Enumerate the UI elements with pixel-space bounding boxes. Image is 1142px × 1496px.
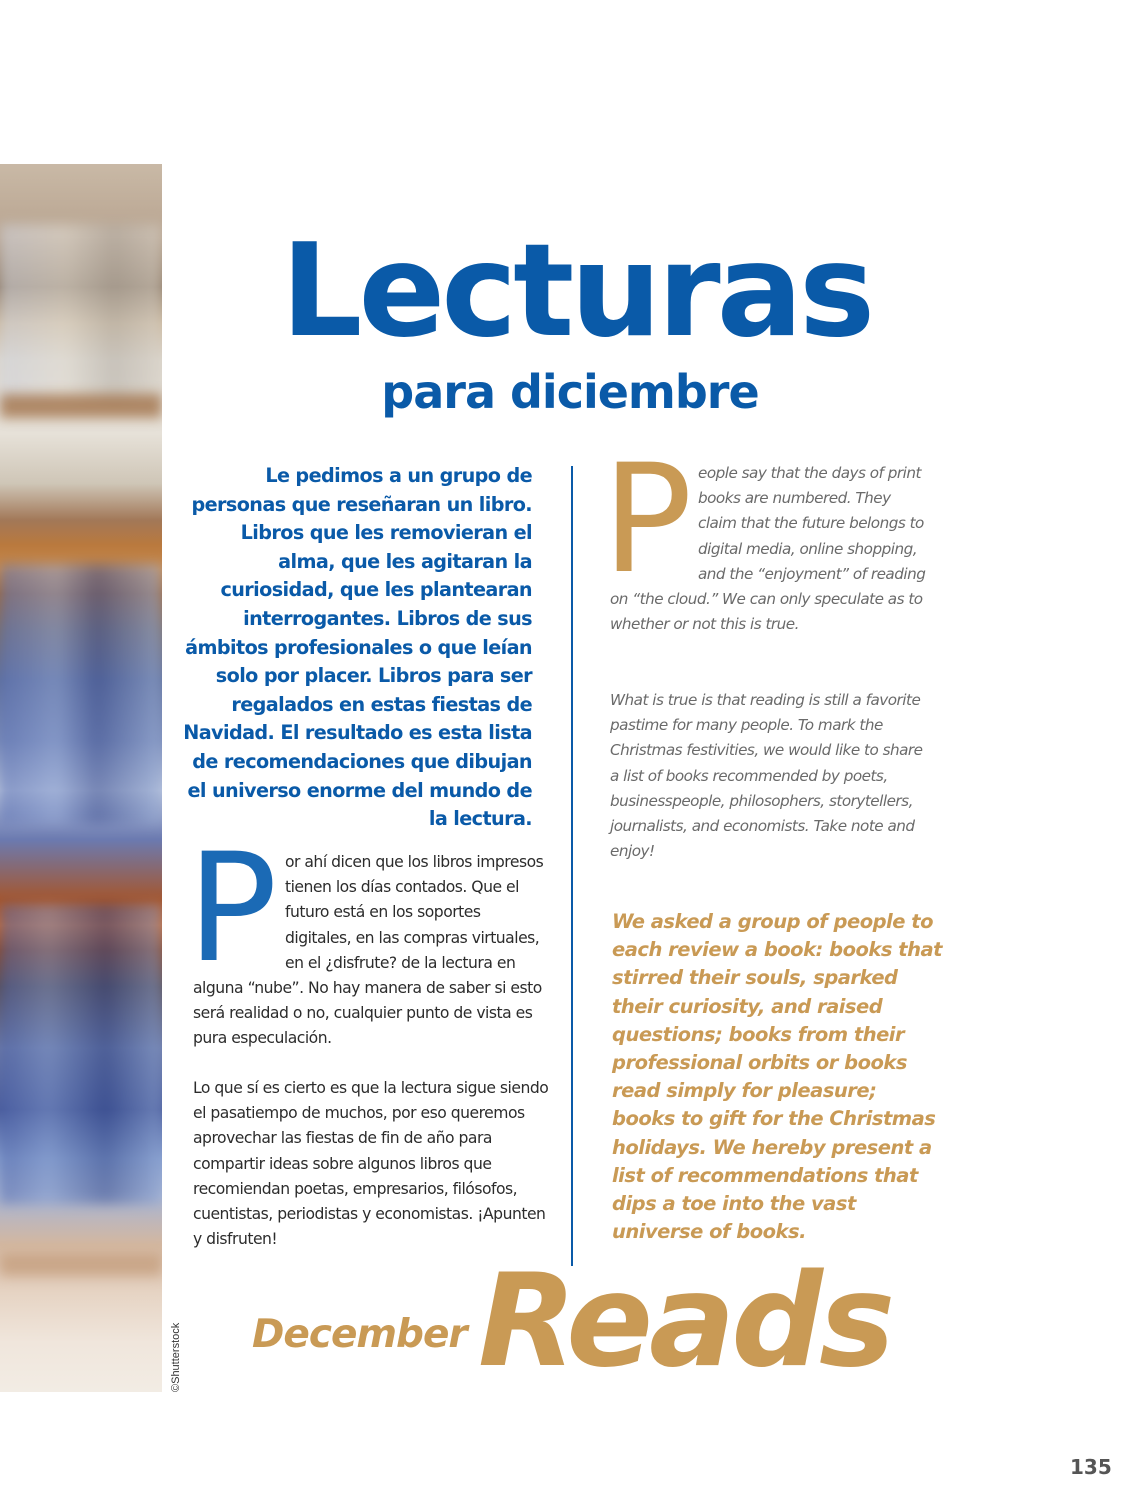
column-divider <box>571 466 573 1266</box>
dropcap-english: P <box>602 433 692 607</box>
english-title-small: December <box>252 1312 467 1357</box>
body-english-paragraph-1 <box>602 433 928 637</box>
english-title-large: Reads <box>478 1247 892 1396</box>
bookshelf-photo <box>0 164 162 1392</box>
intro-english: We asked a group of people to each review a book: books that stirred their souls, sparked their curiosity, and raised questions; books from their professional orbits or books read simply for pleasure; books to gift for the Christmas holidays. We hereby present a list of recommendations that dips a toe into the vast universe of books. <box>612 910 942 1244</box>
intro-spanish: Le pedimos a un grupo de personas que reseñaran un libro. Libros que les removieran el alma, que les agitaran la curiosidad, que les plantearan interrogantes. Libros de sus ámbitos profesionales o que leían solo por placer. Libros para ser regalados en estas fiestas de Navidad. El resultado es esta lista de recomendaciones que dibujan el universo enorme del mundo de la lectura. <box>183 464 532 831</box>
photo-shelf-band <box>0 564 162 824</box>
body-spanish-paragraph-1 <box>187 822 551 1052</box>
photo-shelf-band <box>0 394 162 418</box>
dropcap-spanish: P <box>187 822 277 996</box>
page-number: 135 <box>1070 1455 1112 1479</box>
photo-shelf-band <box>0 904 162 1204</box>
photo-credit: ©Shutterstock <box>170 1322 182 1392</box>
photo-shelf-band <box>0 224 162 404</box>
body-english-paragraph-1-text: eople say that the days of print books are numbered. They claim that the future belongs to digital media, online shopping, and the “enjoyment” of reading on “the cloud.” We can only speculate as to whether or not this is true. <box>610 464 926 634</box>
body-spanish-paragraph-2: Lo que sí es cierto es que la lectura sigue siendo el pasatiempo de muchos, por eso queremos aprovechar las fiestas de fin de año para compartir ideas sobre algunos libros que recomiendan poetas, empresarios, filósofos, cuentistas, periodistas y economistas. ¡Apunten y disfruten! <box>193 1079 549 1249</box>
page-subtitle: para diciembre <box>381 365 759 419</box>
photo-shelf-band <box>0 1254 162 1276</box>
body-spanish-paragraph-1-text: or ahí dicen que los libros impresos tienen los días contados. Que el futuro está en los soportes digitales, en las compras virtuales, en el ¿disfrute? de la lectura en alguna “nube”. No hay manera de saber si esto será realidad o no, cualquier punto de vista es pura especulación. <box>193 853 544 1048</box>
body-english-paragraph-2: What is true is that reading is still a favorite pastime for many people. To mark the Christmas festivities, we would like to share a list of books recommended by poets, businesspeople, philosophers, storytellers, journalists, and economists. Take note and enjoy! <box>610 691 923 861</box>
page-title: Lecturas <box>280 217 872 366</box>
